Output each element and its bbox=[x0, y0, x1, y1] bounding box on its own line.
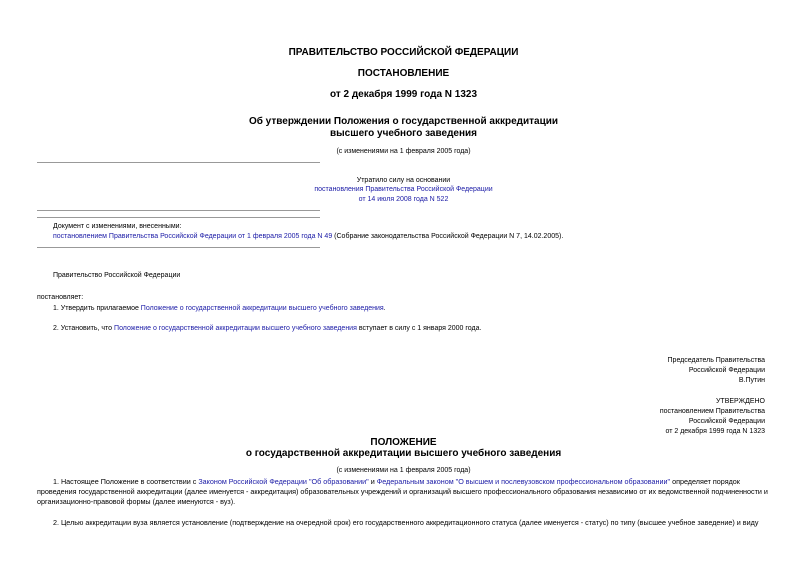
doc-title-line1: Об утверждении Положения о государственной аккредитации bbox=[248, 116, 559, 127]
government-heading: ПРАВИТЕЛЬСТВО РОССИЙСКОЙ ФЕДЕРАЦИИ bbox=[288, 47, 519, 58]
item-1-suffix: . bbox=[383, 305, 386, 312]
approved-line2: постановлением Правительства bbox=[659, 408, 765, 415]
expired-link-line2[interactable]: от 14 июля 2008 года N 522 bbox=[358, 196, 449, 203]
issuer-text: Правительство Российской Федерации bbox=[53, 272, 181, 279]
amendments-intro: Документ с изменениями, внесенными: bbox=[53, 223, 182, 230]
paragraph-2-line1: 2. Целью аккредитации вуза является установление (подтверждение на очередной срок) его государственного аккредитационного статуса (далее именуется - статус) по типу (высшее учебное заведение) и виду bbox=[53, 518, 759, 527]
amendments-link[interactable]: постановлением Правительства Российской Федерации от 1 февраля 2005 года N 49 bbox=[53, 233, 333, 240]
amendments-source: (Собрание законодательства Российской Федерации N 7, 14.02.2005). bbox=[332, 233, 564, 240]
item-2 bbox=[53, 324, 481, 333]
paragraph-1-line2: проведения государственной аккредитации (далее именуется - аккредитация) образовательных учреждений и организаций высшего профессионального образования независимо от их ведомственной подчиненности и bbox=[37, 487, 768, 496]
doc-title-line2: высшего учебного заведения bbox=[329, 128, 478, 139]
p1-text-c: определяет порядок bbox=[670, 477, 740, 486]
paragraph-1-line1 bbox=[53, 477, 769, 487]
doc-date-number: от 2 декабря 1999 года N 1323 bbox=[329, 89, 478, 100]
decides-text: постановляет: bbox=[37, 294, 84, 301]
divider bbox=[37, 210, 320, 211]
paragraph-1-line3: организационно-правовой формы (далее именуются - вуз). bbox=[37, 497, 236, 506]
regulation-changes-note: (с изменениями на 1 февраля 2005 года) bbox=[336, 467, 471, 474]
p1-text-b: и bbox=[368, 477, 377, 486]
item-1-prefix: 1. Утвердить прилагаемое bbox=[53, 305, 141, 312]
item-1 bbox=[53, 304, 386, 313]
regulation-title: ПОЛОЖЕНИЕ bbox=[370, 437, 437, 448]
approved-line4: от 2 декабря 1999 года N 1323 bbox=[665, 428, 765, 435]
regulation-subtitle: о государственной аккредитации высшего учебного заведения bbox=[245, 448, 562, 459]
item-2-prefix: 2. Установить, что bbox=[53, 325, 115, 332]
divider bbox=[37, 162, 320, 163]
item-2-link[interactable]: Положение о государственной аккредитации высшего учебного заведения bbox=[114, 325, 357, 332]
item-1-link[interactable]: Положение о государственной аккредитации высшего учебного заведения bbox=[140, 305, 384, 312]
p1-link-higher-education-law[interactable]: Федеральным законом "О высшем и послевузовском профессиональном образовании" bbox=[376, 477, 671, 486]
doc-type-heading: ПОСТАНОВЛЕНИЕ bbox=[357, 68, 450, 79]
divider bbox=[37, 247, 320, 248]
changes-note: (с изменениями на 1 февраля 2005 года) bbox=[336, 148, 471, 155]
p1-link-education-law[interactable]: Законом Российской Федерации "Об образовании" bbox=[198, 477, 369, 486]
signature-name: В.Путин bbox=[738, 377, 765, 384]
approved-label: УТВЕРЖДЕНО bbox=[715, 398, 765, 405]
item-2-suffix: вступает в силу с 1 января 2000 года. bbox=[356, 325, 482, 332]
expired-note: Утратило силу на основании bbox=[356, 177, 451, 184]
amendments-line bbox=[53, 232, 563, 241]
signature-line1: Председатель Правительства bbox=[667, 357, 765, 364]
approved-line3: Российской Федерации bbox=[688, 418, 765, 425]
signature-line2: Российской Федерации bbox=[688, 367, 765, 374]
divider bbox=[37, 217, 320, 218]
p1-text-a: 1. Настоящее Положение в соответствии с bbox=[53, 477, 199, 486]
expired-link-line1[interactable]: постановления Правительства Российской Федерации bbox=[314, 186, 493, 193]
